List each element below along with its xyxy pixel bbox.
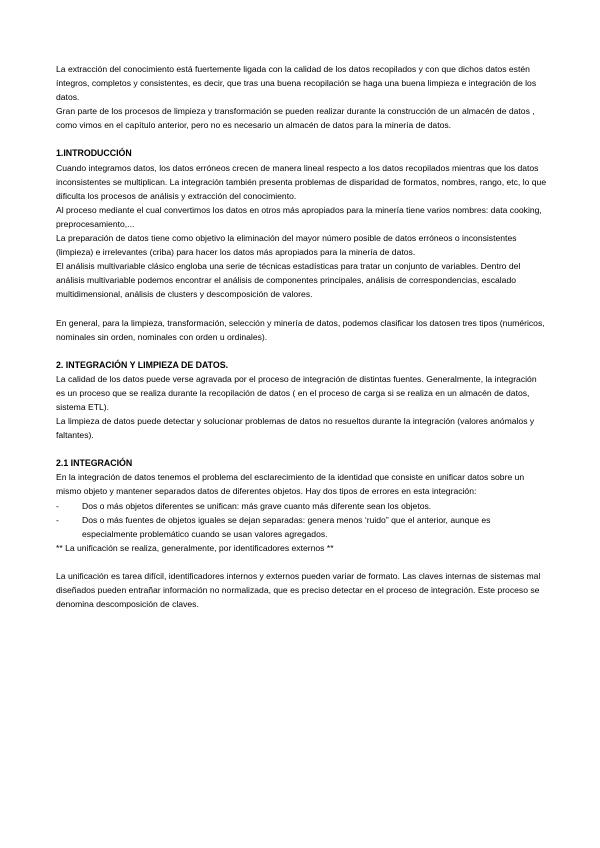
spacer	[56, 555, 548, 569]
list-item-marker: -	[56, 514, 59, 525]
paragraph: En general, para la limpieza, transformación, selección y minería de datos, podemos clasificar los datosen tres tipos (numéricos, nominales sin orden, nominales con orden u ordinales).	[56, 317, 545, 342]
paragraph: La preparación de datos tiene como objetivo la eliminación del mayor número posible de datos erróneos o inconsistentes (limpieza) e irrelevantes (criba) para hacer los datos más apropiados para la minería de datos.	[56, 233, 517, 258]
list-item	[56, 499, 548, 513]
list-item-label: Dos o más objetos diferentes se unifican: más grave cuanto más diferente sean los objetos.	[82, 500, 432, 511]
paragraph: La calidad de los datos puede verse agravada por el proceso de integración de distintas fuentes. Generalmente, la integración es un proceso que se realiza durante la recopilación de datos ( en el proceso de carga si se realiza en un almacén de datos, sistema ETL).	[56, 373, 537, 412]
paragraph: Gran parte de los procesos de limpieza y transformación se pueden realizar durante la construcción de un almacén de datos , como vimos en el capítulo anterior, pero no es necesario un almacén de datos para la minería de datos.	[56, 106, 535, 131]
spacer	[56, 302, 548, 316]
list-item-label: Dos o más fuentes de objetos iguales se dejan separadas: genera menos ‘ruido” que el anterior, aunque es especialmente problemático cuando se usan valores agregados.	[82, 514, 491, 539]
paragraph: El análisis multivariable clásico engloba una serie de técnicas estadísticas para tratar un conjunto de variables. Dentro del análisis multivariable podemos encontrar el análisis de componentes principales, análisis de correspondencias, escalado multidimensional, análisis de clusters y descomposición de valores.	[56, 261, 521, 300]
spacer	[56, 344, 548, 358]
document-body	[56, 62, 548, 611]
section-heading-integracion: 2.1 INTEGRACIÓN	[56, 458, 133, 469]
paragraph: En la integración de datos tenemos el problema del esclarecimiento de la identidad que consiste en unificar datos sobre un mismo objeto y mantener separados datos de diferentes objetos. Hay dos tipos de errores en esta integración:	[56, 472, 525, 497]
section-heading-introduccion: 1.INTRODUCCIÓN	[56, 148, 132, 159]
paragraph: Al proceso mediante el cual convertimos los datos en otros más apropiados para la minería tiene varios nombres: data cooking, preprocesamiento,...	[56, 204, 542, 229]
list-item-marker: -	[56, 500, 59, 511]
paragraph: Cuando integramos datos, los datos erróneos crecen de manera lineal respecto a los datos recopilados mientras que los datos inconsistentes se multiplican. La integración también presenta problemas de disparidad de formatos, nombres, rango, etc, lo que dificulta los procesos de análisis y extracción del conocimiento.	[56, 162, 547, 201]
section-heading-integracion-limpieza: 2. INTEGRACIÓN Y LIMPIEZA DE DATOS.	[56, 359, 229, 370]
spacer	[56, 442, 548, 456]
list-item	[56, 513, 548, 541]
note-paragraph: ** La unificación se realiza, generalmente, por identificadores externos **	[56, 542, 334, 553]
paragraph: La unificación es tarea difícil, identificadores internos y externos pueden variar de formato. Las claves internas de sistemas mal diseñados pueden entrañar información no normalizada, que es preciso detectar en el proceso de integración. Este proceso se denomina descomposición de claves.	[56, 570, 541, 610]
spacer	[56, 132, 548, 146]
paragraph: La extracción del conocimiento está fuertemente ligada con la calidad de los datos recopilados y con que dichos datos estén íntegros, completos y consistentes, es decir, que tras una buena recopilación se haga una buena limpieza e integración de los datos.	[56, 64, 537, 103]
paragraph: La limpieza de datos puede detectar y solucionar problemas de datos no resueltos durante la integración (valores anómalos y faltantes).	[56, 416, 535, 441]
